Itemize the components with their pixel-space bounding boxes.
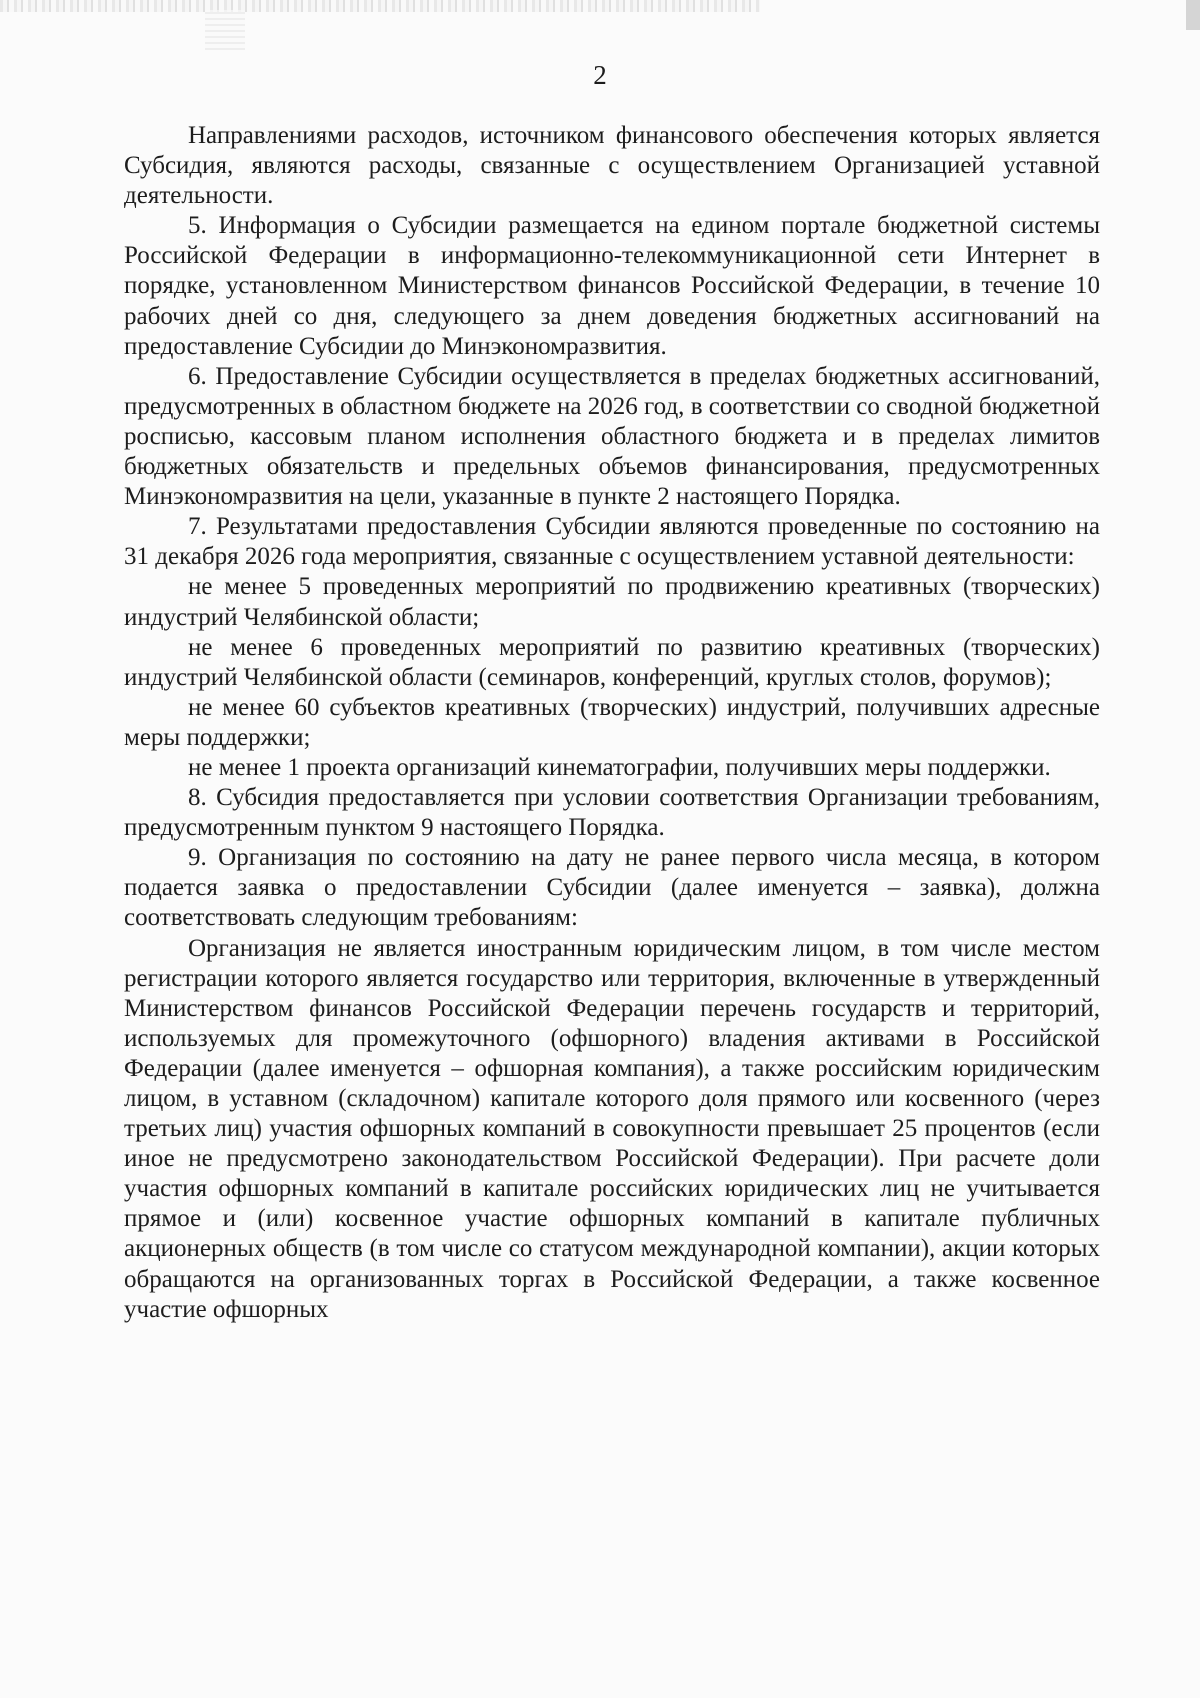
paragraph: не менее 6 проведенных мероприятий по развитию креативных (творческих) индустрий Челябинской области (семинаров, конференций, круглых столов, форумов); (124, 633, 1100, 691)
scan-artifact-stamp (205, 10, 245, 50)
paragraph: 5. Информация о Субсидии размещается на едином портале бюджетной системы Российской Федерации в информационно-телекоммуникационной сети Интернет в порядке, установленном Министерством финансов Российской Федерации, в течение 10 рабочих дней со дня, следующего за днем доведения бюджетных ассигнований на предоставление Субсидии до Минэкономразвития. (124, 212, 1100, 360)
paragraph: 6. Предоставление Субсидии осуществляется в пределах бюджетных ассигнований, предусмотренных в областном бюджете на 2026 год, в соответствии со сводной бюджетной росписью, кассовым планом исполнения областного бюджета и в пределах лимитов бюджетных обязательств и предельных объемов финансирования, предусмотренных Минэкономразвития на цели, указанные в пункте 2 настоящего Порядка. (124, 362, 1100, 511)
paragraph: не менее 60 субъектов креативных (творческих) индустрий, получивших адресные меры поддержки; (124, 693, 1100, 751)
paragraph: Организация не является иностранным юридическим лицом, в том числе местом регистрации которого является государство или территория, включенные в утвержденный Министерством финансов Российской Федерации перечень государств и территорий, используемых для промежуточного (офшорного) владения активами в Российской Федерации (далее именуется – офшорная компания), а также российским юридическим лицом, в уставном (складочном) капитале которого доля прямого или косвенного (через третьих лиц) участия офшорных компаний в совокупности превышает 25 процентов (если иное не предусмотрено законодательством Российской Федерации). При расчете доли участия офшорных компаний в капитале российских юридических лиц не учитывается прямое и (или) косвенное участие офшорных компаний в капитале публичных акционерных обществ (в том числе со статусом международной компании), акции которых обращаются на организованных торгах в Российской Федерации, а также косвенное участие офшорных (124, 934, 1100, 1323)
paragraph: 7. Результатами предоставления Субсидии являются проведенные по состоянию на 31 декабря 2026 года мероприятия, связанные с осуществлением уставной деятельности: (124, 513, 1100, 571)
document-body (124, 121, 1100, 1325)
paragraph: 8. Субсидия предоставляется при условии соответствия Организации требованиям, предусмотренным пунктом 9 настоящего Порядка. (124, 784, 1100, 842)
page-number: 2 (593, 60, 607, 90)
paragraph: не менее 5 проведенных мероприятий по продвижению креативных (творческих) индустрий Челябинской области; (124, 573, 1100, 631)
scan-artifact-edge (1186, 0, 1200, 30)
paragraph: не менее 1 проекта организаций кинематографии, получивших меры поддержки. (188, 753, 1051, 781)
paragraph: Направлениями расходов, источником финансового обеспечения которых является Субсидия, являются расходы, связанные с осуществлением Организацией уставной деятельности. (124, 122, 1100, 210)
paragraph: 9. Организация по состоянию на дату не ранее первого числа месяца, в котором подается заявка о предоставлении Субсидии (далее именуется – заявка), должна соответствовать следующим требованиям: (124, 844, 1100, 932)
scan-artifact-top (0, 0, 760, 12)
